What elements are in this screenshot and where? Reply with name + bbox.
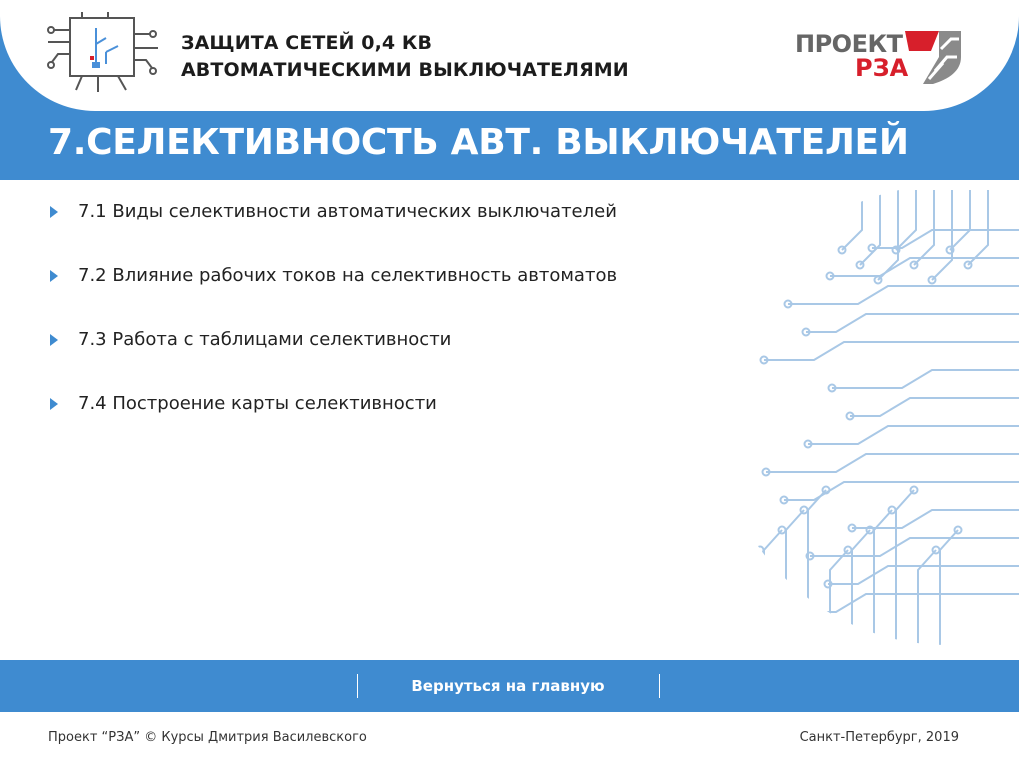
bullet-arrow-icon	[50, 334, 58, 346]
logo-word1: ПРОЕКТ	[795, 30, 903, 58]
header-panel	[0, 0, 1019, 111]
topic-list	[48, 196, 617, 452]
circuit-shield-icon	[899, 27, 963, 85]
back-to-main-link[interactable]: Вернуться на главную	[411, 677, 605, 695]
logo-word2: РЗА	[855, 54, 909, 82]
topic-label: 7.4 Построение карты селективности	[78, 393, 437, 414]
course-title-line2: АВТОМАТИЧЕСКИМИ ВЫКЛЮЧАТЕЛЯМИ	[181, 59, 629, 81]
project-rza-logo	[795, 27, 965, 87]
nav-divider-right	[659, 674, 660, 698]
footer-copyright: Проект “РЗА” © Курсы Дмитрия Василевского	[48, 730, 367, 745]
topic-label: 7.3 Работа с таблицами селективности	[78, 329, 452, 350]
topic-item-7-4[interactable]	[48, 388, 617, 452]
bullet-arrow-icon	[50, 270, 58, 282]
section-title: 7.СЕЛЕКТИВНОСТЬ АВТ. ВЫКЛЮЧАТЕЛЕЙ	[48, 122, 909, 163]
topic-label: 7.1 Виды селективности автоматических выключателей	[78, 201, 617, 222]
bullet-arrow-icon	[50, 206, 58, 218]
circuit-globe-icon	[712, 190, 1019, 650]
footer-city-year: Санкт-Петербург, 2019	[799, 730, 959, 745]
course-title	[181, 30, 629, 84]
topic-item-7-2[interactable]	[48, 260, 617, 324]
topic-item-7-3[interactable]	[48, 324, 617, 388]
topic-item-7-1[interactable]	[48, 196, 617, 260]
course-title-line1: ЗАЩИТА СЕТЕЙ 0,4 КВ	[181, 32, 433, 54]
circuit-board-icon	[46, 12, 162, 94]
topic-label: 7.2 Влияние рабочих токов на селективность автоматов	[78, 265, 618, 286]
bullet-arrow-icon	[50, 398, 58, 410]
